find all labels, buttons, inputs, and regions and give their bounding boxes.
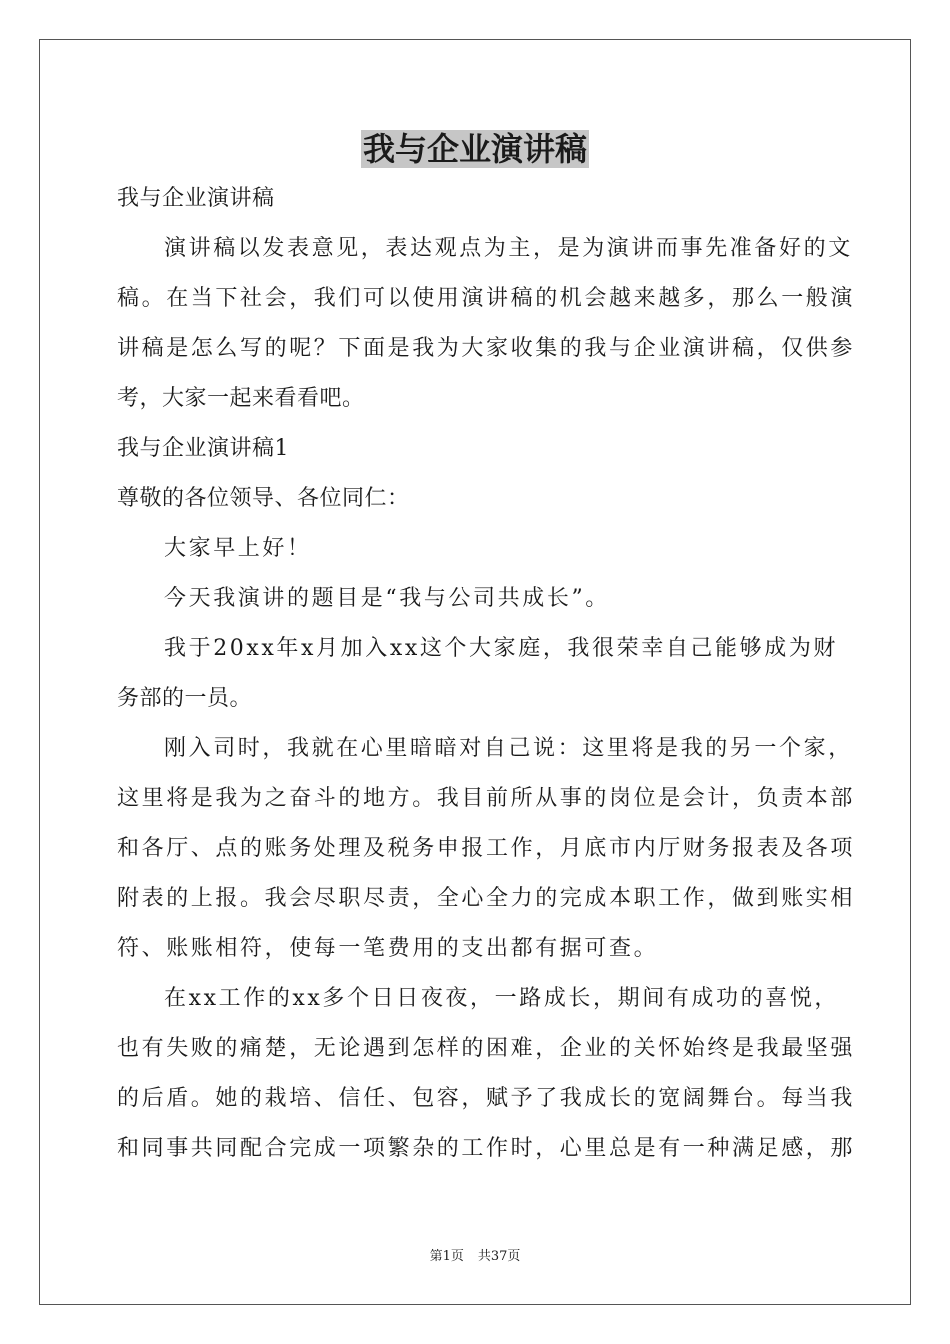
text-line: 务部的一员。 [117,686,253,711]
text-line: 刚入司时，我就在心里暗暗对自己说：这里将是我的另一个家， [164,736,853,761]
text-line: 附表的上报。我会尽职尽责，全心全力的完成本职工作，做到账实相 [117,886,856,911]
text-line: 在xx工作的xx多个日日夜夜，一路成长，期间有成功的喜悦， [164,986,840,1011]
text-line: 今天我演讲的题目是“我与公司共成长”。 [164,586,610,611]
text-line: 和各厅、点的账务处理及税务申报工作，月底市内厅财务报表及各项 [117,836,856,861]
text-line: 演讲稿以发表意见，表达观点为主，是为演讲而事先准备好的文 [164,236,853,261]
text-line: 讲稿是怎么写的呢？下面是我为大家收集的我与企业演讲稿，仅供参 [117,336,856,361]
text-line: 稿。在当下社会，我们可以使用演讲稿的机会越来越多，那么一般演 [117,286,856,311]
text-line: 和同事共同配合完成一项繁杂的工作时，心里总是有一种满足感，那 [117,1136,856,1161]
document-title-text: 我与企业演讲稿 [362,130,587,168]
text-line: 我于20xx年x月加入xx这个大家庭，我很荣幸自己能够成为财 [164,636,839,661]
document-body [117,174,856,1174]
text-line: 我与企业演讲稿1 [117,436,289,461]
text-line: 符、账账相符，使每一笔费用的支出都有据可查。 [117,936,659,961]
text-line: 也有失败的痛楚，无论遇到怎样的困难，企业的关怀始终是我最坚强 [117,1036,856,1061]
text-line: 考，大家一起来看看吧。 [117,386,365,411]
page-total: 共37页 [477,1249,521,1264]
text-line: 我与企业演讲稿 [117,186,275,211]
text-line: 大家早上好！ [164,536,312,561]
page-footer [0,1248,950,1266]
text-line: 尊敬的各位领导、各位同仁： [117,486,410,511]
text-line: 的后盾。她的栽培、信任、包容，赋予了我成长的宽阔舞台。每当我 [117,1086,856,1111]
page-number: 第1页 [429,1249,464,1264]
document-title [0,124,950,174]
text-line: 这里将是我为之奋斗的地方。我目前所从事的岗位是会计，负责本部 [117,786,856,811]
